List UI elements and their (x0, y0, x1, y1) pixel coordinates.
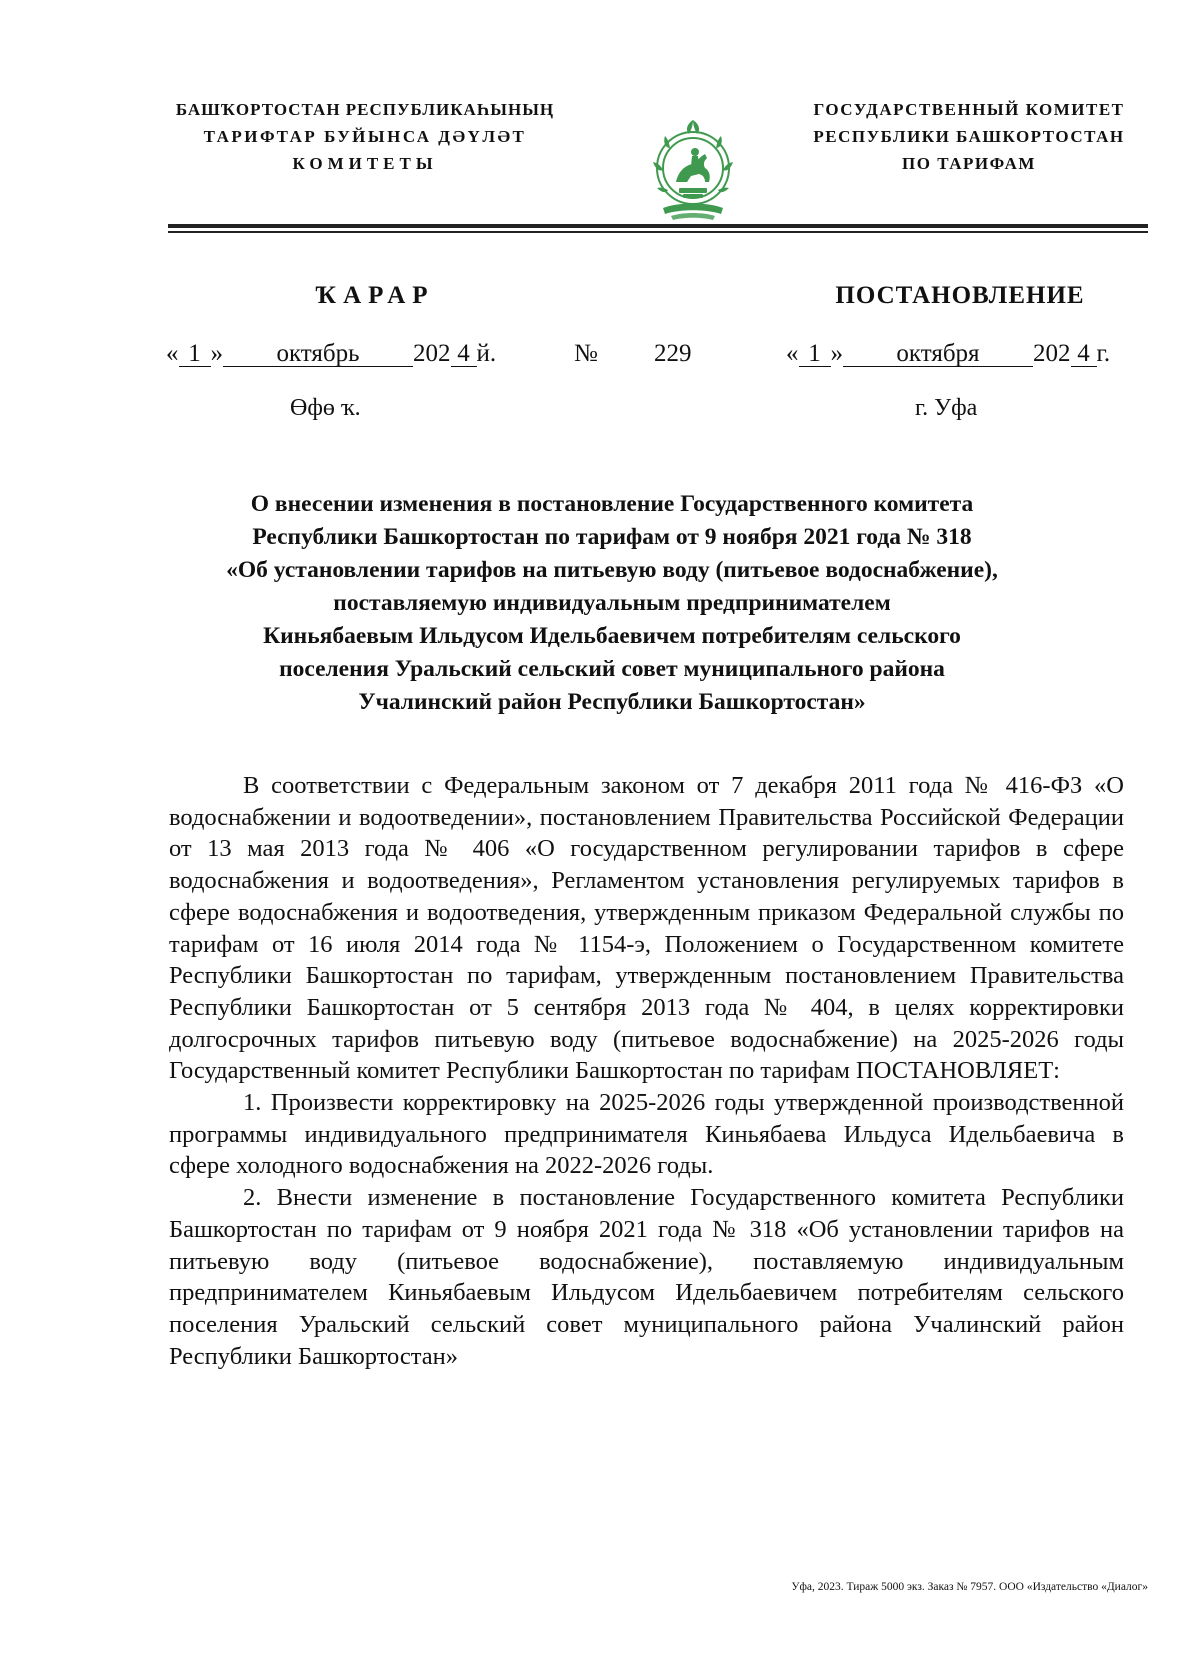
header-left-line-2: ТАРИФТАР БУЙЫНСА ДӘҮЛӘТ (203, 127, 527, 146)
date-year-suffix: 4 (1071, 342, 1097, 367)
document-title (150, 488, 1074, 719)
title-line-4: поставляемую индивидуальным предпринимателем (333, 590, 891, 616)
date-year-suffix: 4 (451, 342, 477, 367)
date-close-quote: » (210, 340, 223, 367)
title-line-7: Учалинский район Республики Башкортостан» (358, 689, 866, 715)
date-close-quote: » (830, 340, 843, 367)
header-right-line-3: ПО ТАРИФАМ (902, 154, 1036, 173)
date-year-prefix: 202 (1033, 340, 1071, 367)
doc-kind-bashkir: ҠАРАР (315, 282, 435, 309)
title-line-6: поселения Уральский сельский совет муниципального района (279, 656, 945, 682)
print-imprint: Уфа, 2023. Тираж 5000 экз. Заказ № 7957. ООО «Издательство «Диалог» (791, 1581, 1148, 1593)
place-bashkir: Өфө ҡ. (290, 395, 361, 421)
date-year-prefix: 202 (413, 340, 451, 367)
header-right-line-2: РЕСПУБЛИКИ БАШКОРТОСТАН (813, 127, 1125, 146)
header-divider-thin (168, 231, 1148, 233)
date-year-unit: г. (1096, 340, 1111, 367)
number-value: 229 (654, 340, 692, 367)
date-month: октябрь (223, 342, 413, 367)
title-line-5: Киньябаевым Ильдусом Идельбаевичем потребителям сельского (263, 623, 961, 649)
doc-kind-russian: ПОСТАНОВЛЕНИЕ (835, 282, 1085, 309)
title-line-2: Республики Башкортостан по тарифам от 9 ноября 2021 года № 318 (252, 524, 972, 550)
date-year-unit: й. (476, 340, 497, 367)
date-bashkir (166, 340, 496, 368)
date-open-quote: « (786, 340, 799, 367)
date-open-quote: « (166, 340, 179, 367)
date-day: 1 (799, 342, 831, 367)
date-month: октября (843, 342, 1033, 367)
date-day: 1 (179, 342, 211, 367)
number-sign: № (574, 340, 598, 367)
header-left-line-3: КОМИТЕТЫ (292, 154, 438, 173)
title-line-1: О внесении изменения в постановление Государственного комитета (250, 491, 974, 517)
paragraph-item-1: 1. Произвести корректировку на 2025-2026 годы утвержденной производственной программы индивидуального предпринимателя Киньябаева Ильдуса Идельбаевича в сфере холодного водоснабжения на 2022-2026 годы. (169, 1089, 1124, 1180)
header-left-line-1: БАШҠОРТОСТАН РЕСПУБЛИКАҺЫНЫҢ (175, 100, 555, 119)
place-russian: г. Уфа (915, 395, 978, 421)
paragraph-preamble: В соответствии с Федеральным законом от 7 декабря 2011 года № 416-ФЗ «О водоснабжении и водоотведении», постановлением Правительства Российской Федерации от 13 мая 2013 года № 406 «О государственном регулировании тарифов в сфере водоснабжения и водоотведения», Регламентом установления регулируемых тарифов в сфере водоснабжения и водоотведения, утвержденным приказом Федеральной службы по тарифам от 16 июля 2014 года № 1154-э, Положением о Государственном комитете Республики Башкортостан по тарифам, утвержденным постановлением Правительства Республики Башкортостан от 5 сентября 2013 года № 404, в целях корректировки долгосрочных тарифов питьевую воду (питьевое водоснабжение) на 2025-2026 годы Государственный комитет Республики Башкортостан по тарифам ПОСТАНОВЛЯЕТ: (169, 772, 1124, 1085)
header-divider-thick (168, 224, 1148, 228)
date-russian (786, 340, 1110, 368)
paragraph-item-2: 2. Внести изменение в постановление Государственного комитета Республики Башкортостан по тарифам от 9 ноября 2021 года № 318 «Об установлении тарифов на питьевую воду (питьевое водоснабжение), поставляемую индивидуальным предпринимателем Киньябаевым Ильдусом Идельбаевичем потребителям сельского поселения Уральский сельский совет муниципального района Учалинский район Республики Башкортостан» (169, 1184, 1124, 1370)
coat-of-arms-icon (643, 110, 743, 222)
header-right-block (780, 96, 1158, 177)
document-body (169, 770, 1124, 1372)
header-right-line-1: ГОСУДАРСТВЕННЫЙ КОМИТЕТ (813, 100, 1125, 119)
header-left-block (150, 96, 580, 177)
title-line-3: «Об установлении тарифов на питьевую воду (питьевое водоснабжение), (226, 557, 998, 583)
